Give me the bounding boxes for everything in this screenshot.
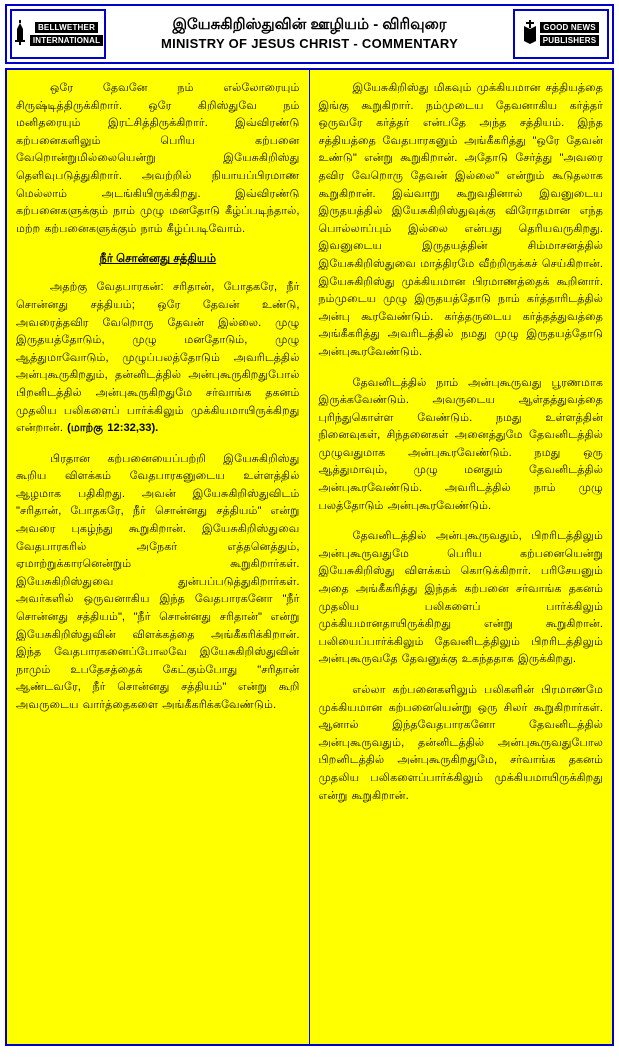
paragraph: பிரதான கற்பனையைப்பற்றி இயேசுகிறிஸ்து கூறிய விளக்கம் வேதபாரகனுடைய உள்ளத்தில் ஆழமாக பதிகிறது. அவன் இயேசுகிறிஸ்துவிடம் "சரிதான், போதகரே, நீர் சொன்னது சத்தியம்" என்று அவரை புகழ்ந்து கூறுகிறான். இயேசுகிறிஸ்துவை வேதபாரகரில் அநேகர் எத்தனெத்தும், ஏமாற்றுக்காரனென்றும் கூறுகிறார்கள். இயேசுகிறிஸ்துவை துன்பப்படுத்துகிறார்கள். அவர்களில் ஒருவனாகிய இந்த வேதபாரகனோ "நீர் சொன்னது சத்தியம்", "நீர் சொன்னது சரிதான்" என்று இயேசுகிறிஸ்துவின் விளக்கத்தை அங்கீகரிக்கிறான். இந்த வேதபாரகனைப்போலவே இயேசுகிறிஸ்துவின் நாமும் உபதேசத்தைக் கேட்கும்போது "சரிதான் ஆண்டவரே, நீர் சொன்னது சத்தியம்" என்று கூறி அவருடைய வார்த்தைகளை அங்கீகரிக்கவேண்டும். — [16, 452, 300, 711]
right-column — [310, 70, 613, 1044]
page-title-english: MINISTRY OF JESUS CHRIST - COMMENTARY — [160, 36, 459, 51]
left-column — [7, 70, 310, 1044]
paragraph: தேவனிடத்தில் நாம் அன்புகூருவது பூரணமாக இருக்கவேண்டும். அவருடைய ஆள்தத்துவத்தை புரிந்துகொள்ள வேண்டும். நமது உள்ளத்தின் நினைவுகள், சிந்தனைகள் அனைத்துமே தேவனிடத்தில் முழுவதுமாக அன்புகூரவேண்டும். நமது ஒரு ஆத்துமாவும், முழு மனதும் தேவனிடத்தில் அன்புகூரவேண்டும். அவரிடத்தில் நாம் முழு பலத்தோடும் அன்புகூரவேண்டும். — [318, 376, 603, 512]
quote-text: அதற்கு வேதபாரகன்: சரிதான், போதகரே, நீர் சொன்னது சத்தியம்; ஒரே தேவன் உண்டு, அவரைத்தவிர வேறொரு தேவன் இல்லை. முழு இருதயத்தோடும், முழு மனதோடும், முழு ஆத்துமாவோடும், முழுப்பலத்தோடும் அவரிடத்தில் அன்புகூருகிறதும், தன்னிடத்தில் அன்புகூருகிறதுபோல் பிறனிடத்தில் அன்புகூருகிறதுமே சர்வாங்க தகனம் முதலிய பலிகளைப் பார்க்கிலும் முக்கியமாயிருக்கிறது என்றான். — [16, 281, 300, 435]
paragraph: எல்லா கற்பனைகளிலும் பலிகளின் பிரமாணமே முக்கியமான கற்பனையென்று ஒரு சிலர் கூறுகிறார்கள். ஆனால் இந்தவேதபாரகனோ தேவனிடத்தில் அன்புகூருவதும், தன்னிடத்தில் அன்புகூருவதுபோல பிறனிடத்தில் அன்புகூருகிறதுமே, சர்வாங்க தகனம் முதலிய பலிகளைப்பார்க்கிலும் முக்கியமாயிருக்கிறது என்று கூறுகிறான். — [318, 684, 603, 802]
paragraph: ஒரே தேவனே நம் எல்லோரையும் சிருஷ்டித்திருக்கிறார். ஒரே கிறிஸ்துவே நம் மனிதரையும் இரட்சித்திருக்கிறார். இவ்விரண்டு கற்பனைகளிலும் பெரிய கற்பனை வேறொன்றுமில்லையென்று இயேசுகிறிஸ்து தெளிவுபடுத்துகிறார். அவற்றில் நியாயப்பிரமாண மெல்லாம் அடங்கியிருக்கிறது. இவ்விரண்டு கற்பனைகளுக்கும் நாம் முழு மனதோடு கீழ்ப்படிந்தால், மற்ற கற்பனைகளுக்கும் நாம் கீழ்ப்படிவோம். — [16, 82, 300, 235]
quote-paragraph — [16, 279, 300, 437]
bellwether-logo-text — [30, 22, 103, 46]
document-body — [5, 68, 614, 1046]
bellwether-logo-line1: BELLWETHER — [35, 22, 98, 33]
paragraph: இயேசுகிறிஸ்து மிகவும் முக்கியமான சத்தியத்தை இங்கு கூறுகிறார். நம்முடைய தேவனாகிய கர்த்தர் ஒருவரே கர்த்தர் என்பதே அந்த சத்தியம். இந்த சத்தியத்தை வேதபாரகனும் அங்கீகரித்து "ஒரே தேவன் உண்டு" என்று கூறுகிறான். அதோடு சேர்த்து "அவரை தவிர வேறொரு தேவன் இல்லை" என்றும் கூடுதலாக கூறுகிறான். இவ்வாறு கூறுவதினால் இவனுடைய இருதயத்தில் இயேசுகிறிஸ்துவுக்கு விரோதமான எந்த பொல்லாப்பும் இல்லை என்பது தெரியவருகிறது. இவனுடைய இருதயத்தின் சிம்மாசனத்தில் இயேசுகிறிஸ்துவை மாத்திரமே வீற்றிருக்கச் செய்கிறான். இயேசுகிறிஸ்து முக்கியமான பிரமாணத்தைக் கூறினார். நம்முடைய முழு இருதயத்தோடு நாம் கர்த்தாரிடத்தில் அன்பு கூரவேண்டும். கர்த்தருடைய கர்த்தத்துவத்தை அங்கீகரித்து அவரிடத்தில் நமது முழு இருதயத்தோடு அன்புகூரவேண்டும். — [318, 82, 603, 358]
good-news-logo-line1: GOOD NEWS — [540, 22, 598, 33]
good-news-logo-text — [540, 22, 600, 46]
bellwether-logo-line2: INTERNATIONAL — [30, 35, 103, 46]
logo-inner-right — [515, 20, 607, 48]
open-book-emblem-icon — [523, 20, 537, 48]
good-news-publishers-logo — [513, 9, 609, 59]
section-subheading — [16, 251, 300, 267]
section-subheading-text: நீர் சொன்னது சத்தியம் — [99, 252, 217, 266]
document-header — [5, 4, 614, 64]
bell-emblem-icon — [13, 20, 27, 48]
page-title — [109, 6, 510, 62]
bellwether-international-logo — [10, 9, 106, 59]
scripture-reference: (மாற்கு 12:32,33). — [67, 422, 159, 435]
good-news-logo-line2: PUBLISHERS — [540, 35, 600, 46]
document-page — [0, 4, 619, 1063]
logo-inner-left — [12, 20, 104, 48]
page-title-tamil: இயேசுகிறிஸ்துவின் ஊழியம் - விரிவுரை — [172, 16, 447, 33]
paragraph: தேவனிடத்தில் அன்புகூருவதும், பிறரிடத்திலும் அன்புகூருவதுமே பெரிய கற்பனையென்று இயேசுகிறிஸ்து விளக்கம் கொடுக்கிறார். பரிசேயனும் அதை அங்கீகரித்து இந்தக் கற்பனை சர்வாங்க தகனம் முதலிய பலிகளைப் பார்க்கிலும் முக்கியமானதாயிருக்கிறது என்று கூறுகிறான். பலியைப்பார்க்கிலும் தேவனிடத்திலும் பிறரிடத்திலும் அன்புகூருவதே தேவனுக்கு உகந்ததாக இருக்கிறது. — [318, 530, 603, 666]
